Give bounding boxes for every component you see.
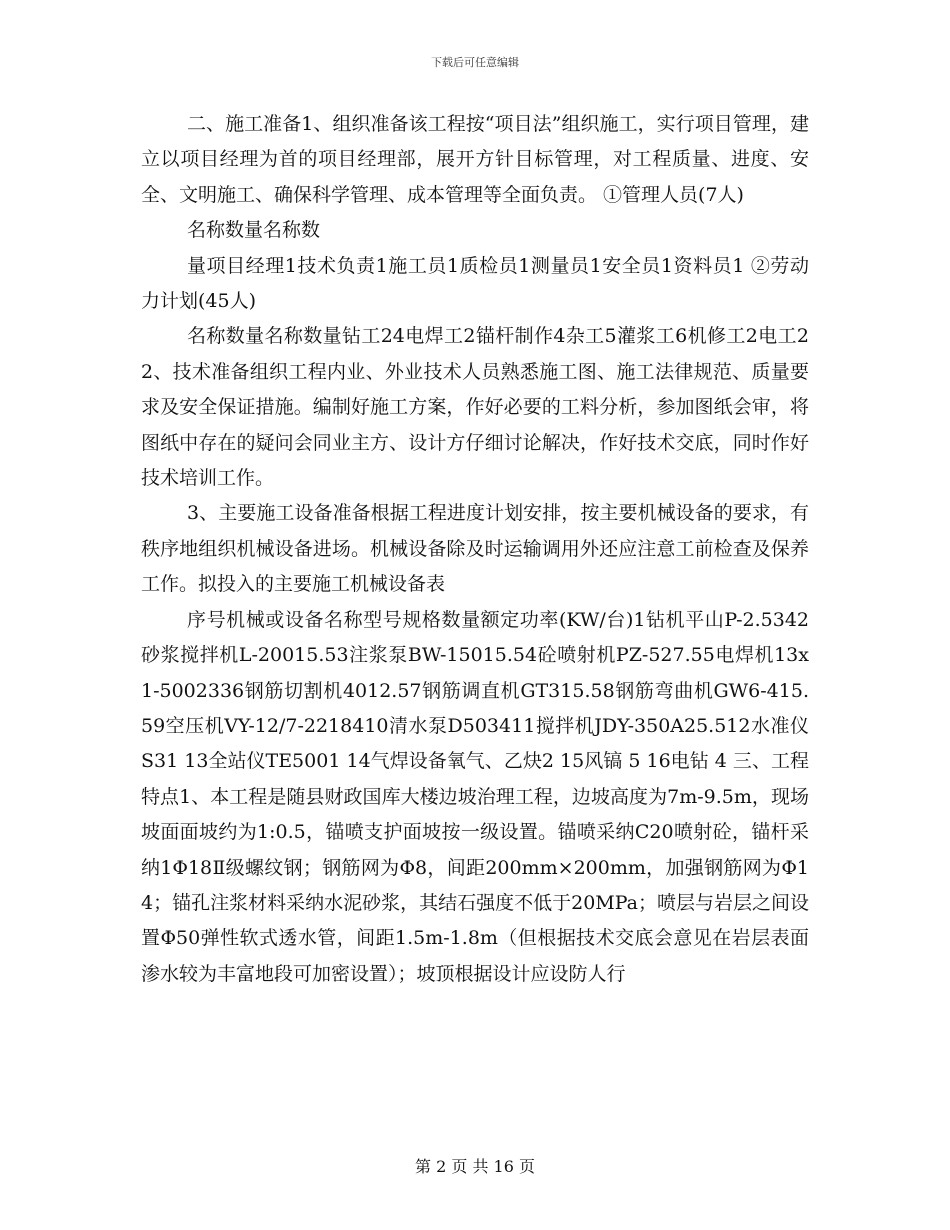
paragraph-equipment-prep: 3、主要施工设备准备根据工程进度计划安排，按主要机械设备的要求，有秩序地组织机械设备进场。机械设备除及时运输调用外还应注意工前检查及保养工作。拟投入的主要施工机械设备表	[141, 502, 809, 596]
page-header: 下载后可任意编辑	[431, 56, 519, 69]
paragraph-equipment-list-and-features: 序号机械或设备名称型号规格数量额定功率(KW/台)1钻机平山P-2.5342砂浆搅拌机L-20015.53注浆泵BW-15015.54砼喷射机PZ-527.55电焊机13x1-5002336钢筋切割机4012.57钢筋调直机GT315.58钢筋弯曲机GW6-415.59空压机VY-12/7-2218410清水泵D503411搅拌机JDY-350A25.512水准仪S31 13全站仪TE5001 14气焊设备氧气、乙炔2 15风镐 5 16电钻 4 三、工程特点1、本工程是随县财政国库大楼边坡治理工程，边坡高度为7m-9.5m，现场坡面面坡约为1:0.5，锚喷支护面坡按一级设置。锚喷采纳C20喷射砼，锚杆采纳1Φ18Ⅱ级螺纹钢；钢筋网为Φ8，间距200mm×200mm，加强钢筋网为Φ14；锚孔注浆材料采纳水泥砂浆，其结石强度不低于20MPa；喷层与岩层之间设置Φ50弹性软式透水管，间距1.5m-1.8m（但根据技术交底会意见在岩层表面渗水较为丰富地段可加密设置）；坡顶根据设计应设防人行	[141, 608, 809, 985]
page-number: 第 2 页 共 16 页	[415, 1157, 535, 1176]
paragraph-staff-table-header: 名称数量名称数	[187, 219, 321, 242]
paragraph-staff-list: 量项目经理1技术负责1施工员1质检员1测量员1安全员1资料员1 ②劳动力计划(45人)	[141, 254, 809, 313]
paragraph-labor-and-technical-prep: 名称数量名称数量钻工24电焊工2锚杆制作4杂工5灌浆工6机修工2电工2 2、技术准备组织工程内业、外业技术人员熟悉施工图、施工法律规范、质量要求及安全保证措施。编制好施工方案，作好必要的工料分析，参加图纸会审，将图纸中存在的疑问会同业主方、设计方仔细讨论解决，作好技术交底，同时作好技术培训工作。	[141, 325, 835, 490]
document-body	[141, 107, 835, 992]
paragraph-construction-prep: 二、施工准备1、组织准备该工程按“项目法”组织施工，实行项目管理，建立以项目经理为首的项目经理部，展开方针目标管理，对工程质量、进度、安全、文明施工、确保科学管理、成本管理等全面负责。 ①管理人员(7人)	[141, 113, 809, 206]
